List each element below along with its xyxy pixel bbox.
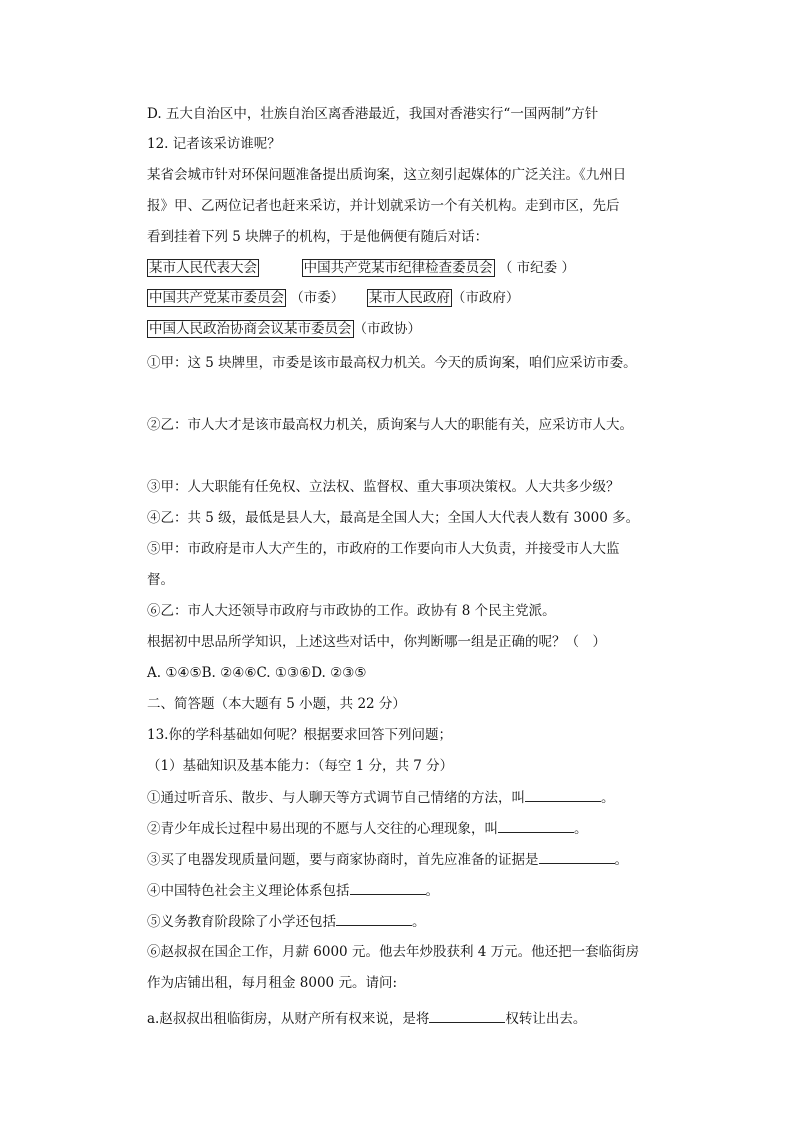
fill-item-text: 作为店铺出租，每月租金 8000 元。请问: <box>147 975 397 991</box>
signs-row-1 <box>147 258 575 278</box>
fill-item: ⑤义务教育阶段除了小学还包括 。 <box>147 911 426 932</box>
question-13-title: 13.你的学科基础如何呢？根据要求回答下列问题； <box>147 727 452 743</box>
dialog-line: ④乙：共 5 级，最低是县人大，最高是全国人大；全国人大代表人数有 3000 多。 <box>147 510 640 526</box>
fill-item-text: ①通过听音乐、散步、与人聊天等方式调节自己情绪的方法，叫 <box>147 790 525 806</box>
answer-blank[interactable] <box>336 911 412 926</box>
fill-item-text: ⑥赵叔叔在国企工作，月薪 6000 元。他去年炒股获利 4 万元。他还把一套临街房 <box>147 944 640 960</box>
answer-blank[interactable] <box>350 880 426 895</box>
fill-item-text: ⑤义务教育阶段除了小学还包括 <box>147 914 336 930</box>
dialog-line: ⑥乙：市人大还领导市政府与市政协的工作。政协有 8 个民主党派。 <box>147 603 556 619</box>
sub-question-heading: （1）基础知识及基本能力：（每空 1 分，共 7 分） <box>147 758 454 774</box>
paragraph-line: 看到挂着下列 5 块牌子的机构，于是他俩便有随后对话： <box>147 229 489 245</box>
paragraph-line: 某省会城市针对环保问题准备提出质询案，这立刻引起媒体的广泛关注。《九州日 <box>147 167 627 183</box>
sign-note: （市政协） <box>353 321 421 337</box>
fill-item <box>147 1008 586 1029</box>
sign-discipline-commission: 中国共产党某市纪律检查委员会 <box>303 260 493 276</box>
fill-item-text: ②青少年成长过程中易出现的不愿与人交往的心理现象，叫 <box>147 821 498 837</box>
fill-item: ②青少年成长过程中易出现的不愿与人交往的心理现象，叫 。 <box>147 818 588 839</box>
paragraph-line: 报》甲、乙两位记者也赶来采访，并计划就采访一个有关机构。走到市区，先后 <box>147 198 620 214</box>
signs-row-2 <box>147 288 519 308</box>
dialog-line: 督。 <box>147 572 174 588</box>
question-12-title: 12. 记者该采访谁呢？ <box>147 136 281 152</box>
fill-item-text: ③买了电器发现质量问题，要与商家协商时，首先应准备的证据是 <box>147 852 539 868</box>
fill-item-text: a.赵叔叔出租临街房，从财产所有权来说，是将 <box>147 1011 430 1027</box>
fill-item-text: ④中国特色社会主义理论体系包括 <box>147 883 350 899</box>
answer-blank[interactable] <box>429 1008 505 1023</box>
fill-item: ④中国特色社会主义理论体系包括 。 <box>147 880 439 901</box>
sign-note: （ 市纪委 ） <box>498 260 575 276</box>
answer-blank[interactable] <box>498 818 574 833</box>
answer-options: A. ①④⑤B. ②④⑥C. ①③⑥D. ②③⑤ <box>147 665 367 681</box>
signs-row-3 <box>147 319 421 339</box>
answer-blank[interactable] <box>525 787 601 802</box>
fill-item: ①通过听音乐、散步、与人聊天等方式调节自己情绪的方法，叫 。 <box>147 787 615 808</box>
dialog-line: ③甲：人大职能有任免权、立法权、监督权、重大事项决策权。人大共多少级？ <box>147 479 620 495</box>
sign-note: （市政府） <box>451 290 520 306</box>
question-prompt: 根据初中思品所学知识，上述这些对话中，你判断哪一组是正确的呢？（ ） <box>147 634 606 650</box>
section-heading: 二、简答题（本大题有 5 小题，共 22 分） <box>147 696 406 712</box>
fill-item-text: 权转让出去。 <box>505 1011 587 1027</box>
sign-city-government: 某市人民政府 <box>368 290 450 306</box>
sign-note: （市委） <box>290 290 345 306</box>
answer-blank[interactable] <box>539 849 615 864</box>
fill-item: ③买了电器发现质量问题，要与商家协商时，首先应准备的证据是 。 <box>147 849 628 870</box>
option-d-text: D. 五大自治区中，壮族自治区离香港最近，我国对香港实行“一国两制”方针 <box>147 106 599 122</box>
sign-cppcc: 中国人民政治协商会议某市委员会 <box>149 321 352 337</box>
dialog-line: ②乙：市人大才是该市最高权力机关，质询案与人大的职能有关，应采访市人大。 <box>147 417 633 433</box>
dialog-line: ⑤甲：市政府是市人大产生的，市政府的工作要向市人大负责，并接受市人大监 <box>147 541 620 557</box>
sign-city-npc: 某市人民代表大会 <box>149 260 257 276</box>
dialog-line: ①甲：这 5 块牌里，市委是该市最高权力机关。今天的质询案，咱们应采访市委。 <box>147 355 637 371</box>
sign-party-committee: 中国共产党某市委员会 <box>149 290 284 306</box>
